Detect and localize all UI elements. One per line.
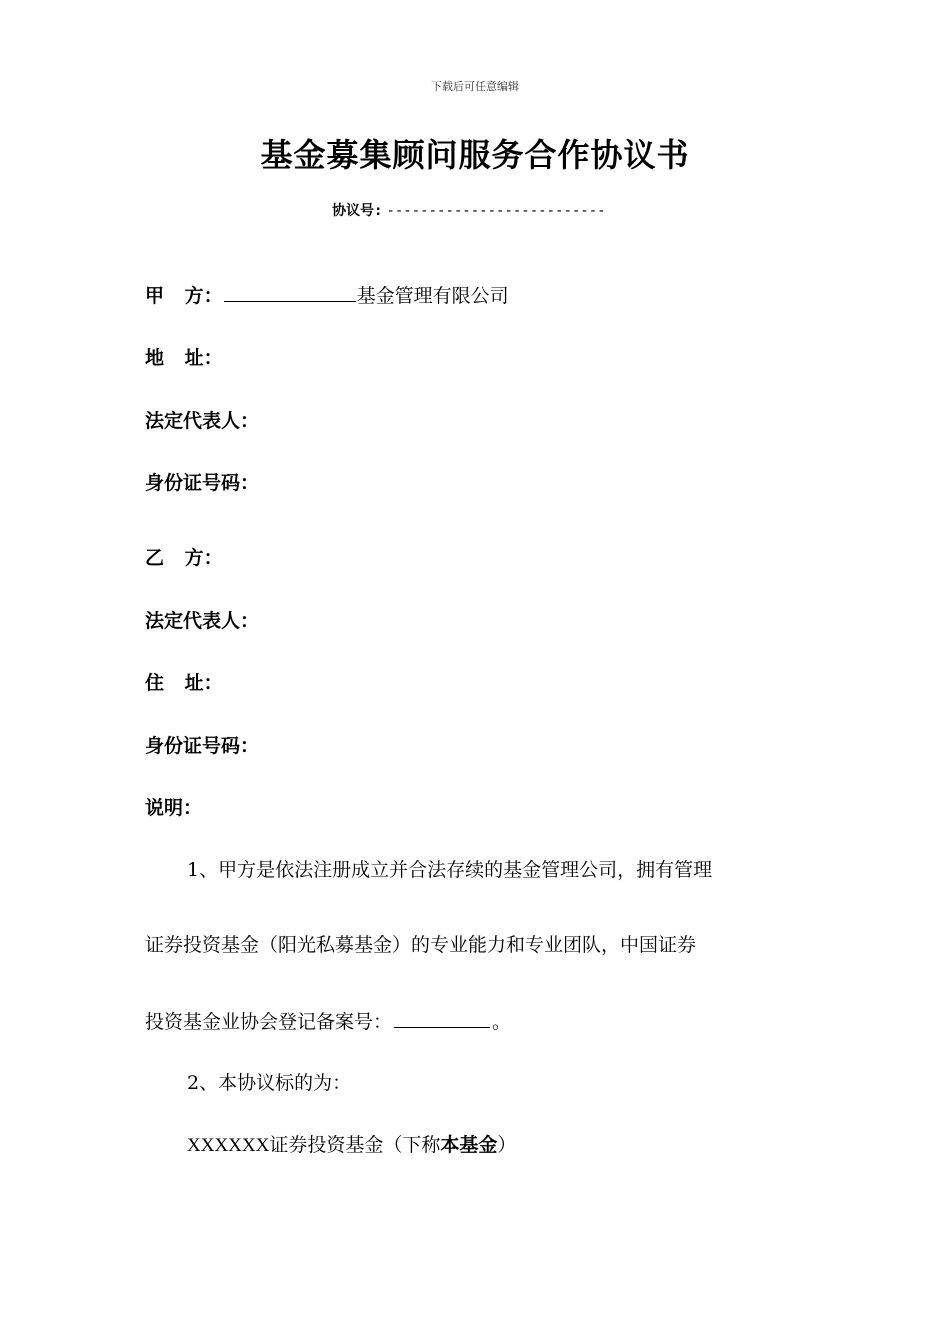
fund-name-line — [187, 1130, 516, 1157]
document-title: 基金募集顾问服务合作协议书 — [260, 136, 690, 174]
party-b-field: 乙 方： — [145, 547, 223, 569]
party-a-rep-field: 法定代表人： — [145, 410, 260, 432]
party-b-id-field: 身份证号码： — [145, 735, 260, 757]
explanation-item1-line1: 1、甲方是依法注册成立并合法存续的基金管理公司，拥有管理 — [187, 859, 713, 881]
party-a-company-suffix: 基金管理有限公司 — [356, 285, 509, 307]
header-note: 下载后可任意编辑 — [431, 80, 519, 93]
party-b-rep-field: 法定代表人： — [145, 610, 260, 632]
party-a-id-field: 身份证号码： — [145, 472, 260, 494]
explanation-item2: 2、本协议标的为： — [187, 1072, 352, 1094]
agreement-number-label: 协议号: — [332, 203, 383, 219]
registration-period: 。 — [492, 1011, 512, 1033]
fund-name-suffix: ） — [497, 1134, 517, 1156]
registration-label: 投资基金业协会登记备案号： — [145, 1011, 393, 1033]
party-b-address-field: 住 址： — [145, 672, 223, 694]
explanation-item1-line3 — [145, 1007, 511, 1034]
registration-number-blank — [394, 1011, 490, 1028]
fund-short-name: 本基金 — [440, 1134, 498, 1156]
party-a-field — [145, 281, 509, 308]
party-a-blank — [224, 285, 356, 302]
fund-name-middle: 证券投资基金（下称 — [269, 1134, 441, 1156]
agreement-number-blank: -------------------------- — [386, 203, 606, 219]
party-a-label: 甲 方： — [145, 285, 223, 307]
explanation-heading: 说明： — [145, 797, 203, 819]
agreement-number — [332, 200, 606, 220]
party-a-address-field: 地 址： — [145, 347, 223, 369]
fund-name-placeholder: XXXXXX — [187, 1135, 270, 1156]
explanation-item1-line2: 证券投资基金（阳光私募基金）的专业能力和专业团队，中国证券 — [145, 934, 697, 956]
